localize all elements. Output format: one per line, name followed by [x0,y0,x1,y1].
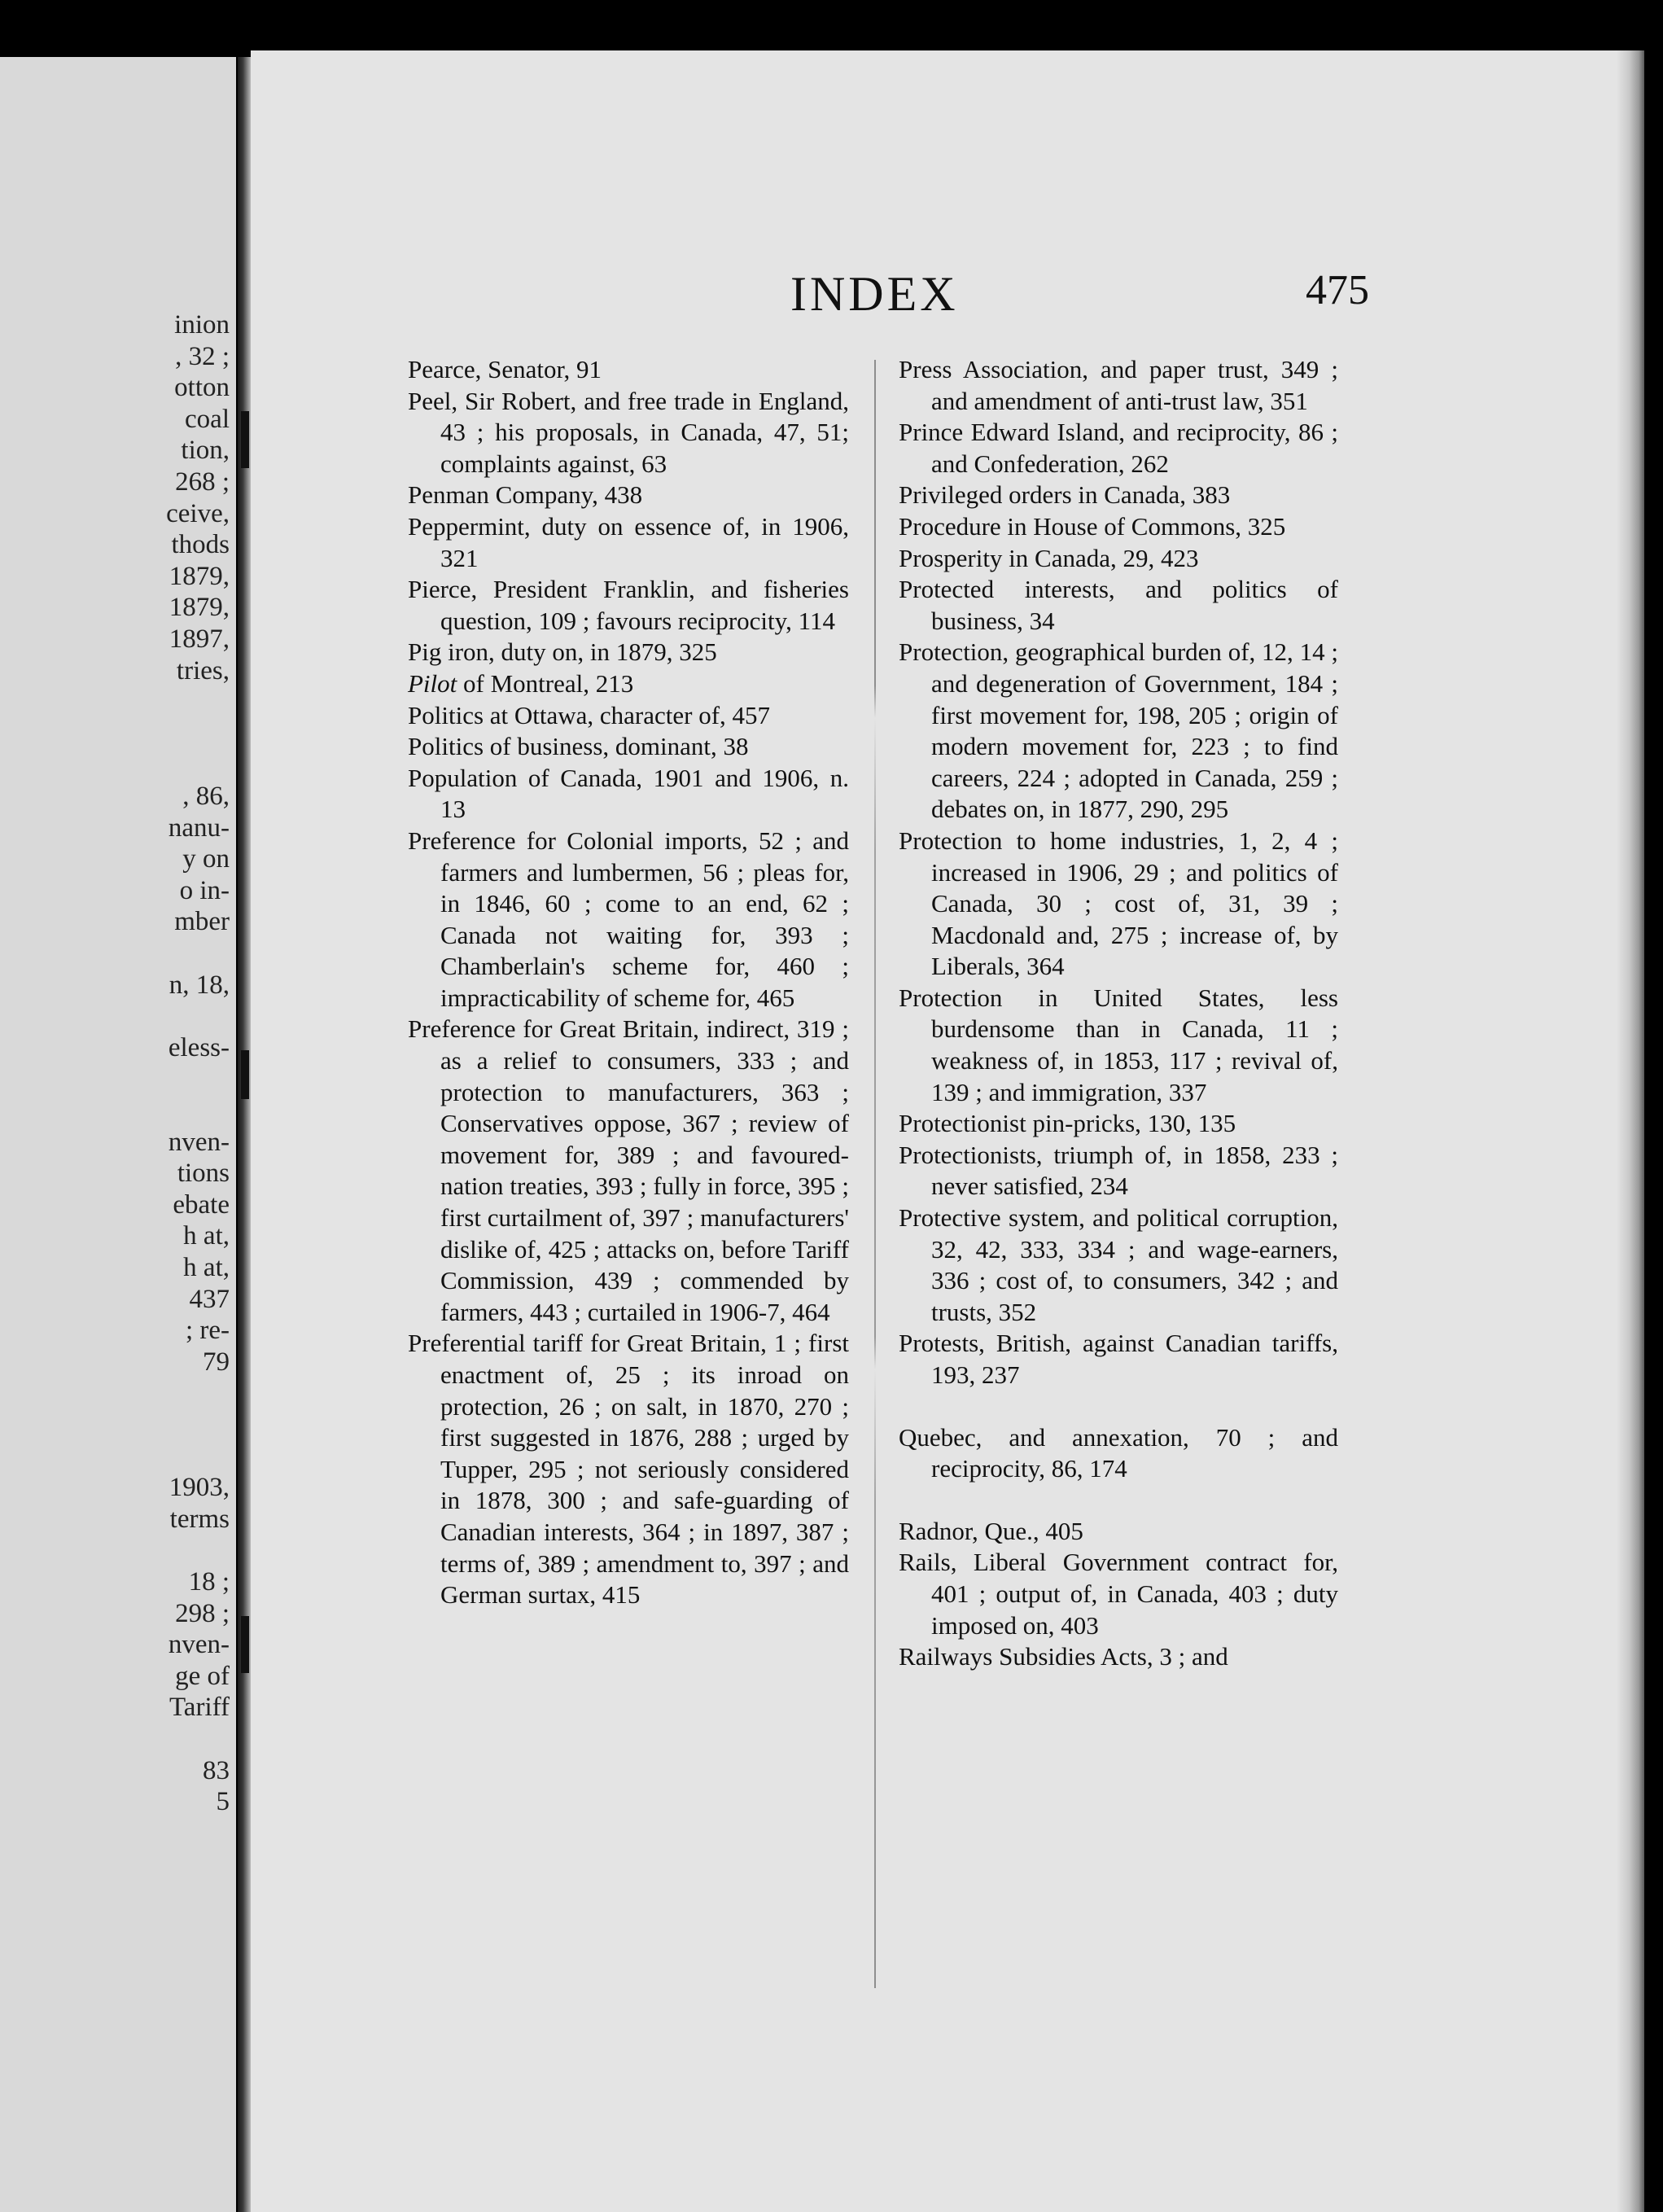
entry-text: Protection in United States, less burdensome than in Canada, 11 ; weakness of, in 1853, 117 ; revival of, 139 ; and immigration, 337 [899,983,1338,1106]
column-divider [874,360,876,1988]
entry-text: Politics at Ottawa, character of, 457 [408,700,771,729]
facing-page-line: 1879, [168,593,230,623]
index-entry [899,1328,1338,1391]
entry-text: Peppermint, duty on essence of, in 1906, 321 [408,511,849,572]
facing-page-line: nven- [168,1630,230,1660]
entry-text: Radnor, Que., 405 [899,1516,1083,1545]
index-entry [408,637,849,668]
facing-page-line: ; re- [185,1316,230,1346]
facing-page-line: , 32 ; [175,341,230,371]
facing-page-line: nven- [168,1127,230,1157]
page-title: INDEX [790,267,959,321]
spine-stitch [241,411,249,468]
book-spine [238,57,251,2212]
facing-page-line: 1897, [168,624,230,654]
entry-text: Penman Company, 438 [408,480,643,510]
index-page [251,50,1644,2212]
facing-page-line: 79 [203,1347,230,1377]
entry-text: Protection, geographical burden of, 12, 14 ; and degeneration of Government, 184 ; first movement for, 198, 205 ; origin of modern movement for, 223 ; to find careers, 224 ; adopted in Canada, 259 ; debates on, in 1877, 290, 295 [899,637,1338,824]
running-head [251,266,1644,325]
index-entry [408,1328,849,1610]
index-entry [899,354,1338,417]
index-column-left [408,354,849,1611]
index-entry [899,1140,1338,1202]
facing-page-line: n, 18, [168,970,230,1000]
facing-page-line: mber [174,907,230,937]
index-entry [899,417,1338,480]
facing-page-line: ge of [175,1661,230,1691]
facing-page-line: o in- [179,875,230,905]
facing-page-line: y on [182,844,230,874]
entry-text: Peel, Sir Robert, and free trade in England, 43 ; his proposals, in Canada, 47, 51; complaints against, 63 [408,386,849,478]
entry-text: Protected interests, and politics of business, 34 [899,575,1338,635]
entry-text: Prince Edward Island, and reciprocity, 86 ; and Confederation, 262 [899,418,1338,478]
page-number: 475 [1306,267,1369,313]
facing-page-line: 1879, [168,561,230,591]
facing-page-line: tions [177,1159,230,1189]
index-entry [408,354,849,386]
facing-page-line: inion [174,310,230,339]
facing-page-line: ebate [173,1189,230,1220]
facing-page-line: coal [185,404,230,434]
entry-text: Press Association, and paper trust, 349 ; and amendment of anti-trust law, 351 [899,355,1338,415]
index-entry [899,574,1338,637]
entry-text: Procedure in House of Commons, 325 [899,511,1286,541]
entry-text: Politics of business, dominant, 38 [408,732,749,761]
facing-page-fragment [0,57,236,2212]
facing-page-line: otton [174,373,230,403]
entry-text: Rails, Liberal Government contract for, 401 ; output of, in Canada, 403 ; duty imposed on, 403 [899,1548,1338,1640]
facing-page-line: eless- [168,1032,230,1062]
index-entry [899,1202,1338,1328]
index-entry [408,731,849,763]
facing-page-line: 437 [189,1284,230,1314]
spine-stitch [241,1616,249,1673]
index-entry [899,1422,1338,1485]
facing-page-line: nanu- [168,813,230,843]
entry-text: Protectionist pin-pricks, 130, 135 [899,1109,1236,1138]
entry-text: Pearce, Senator, 91 [408,355,602,383]
index-entry [408,386,849,480]
index-entry [408,763,849,826]
index-entry [899,637,1338,826]
facing-page-line: 1903, [168,1473,230,1503]
index-entry [408,700,849,732]
facing-page-line: h at, [183,1221,230,1251]
entry-text: Protectionists, triumph of, in 1858, 233 ; never satisfied, 234 [899,1140,1338,1201]
index-column-right [899,354,1338,1673]
facing-page-line: terms [169,1504,230,1534]
entry-text: Preference for Great Britain, indirect, 319 ; as a relief to consumers, 333 ; and protection to manufacturers, 363 ; Conservatives oppose, 367 ; review of movement for, 389 ; and favoured-nation treaties, 393 ; fully in force, 395 ; first curtailment of, 397 ; manufacturers' dislike of, 425 ; attacks on, before Tariff Commission, 439 ; commended by farmers, 443 ; curtailed in 1906-7, 464 [408,1014,849,1326]
entry-text: Preference for Colonial imports, 52 ; and farmers and lumbermen, 56 ; pleas for, in 1846, 60 ; come to an end, 62 ; Canada not waiting for, 393 ; Chamberlain's scheme for, 460 ; impracticability of scheme for, 465 [408,826,849,1012]
entry-text: Protection to home industries, 1, 2, 4 ; increased in 1906, 29 ; and politics of Canada, 30 ; cost of, 31, 39 ; Macdonald and, 275 ; increase of, by Liberals, 364 [899,826,1338,981]
facing-page-line: , 86, [182,782,230,811]
facing-page-line: 18 ; [188,1567,230,1597]
index-entry [899,1108,1338,1140]
facing-page-line: tries, [176,655,230,686]
facing-page-line: 268 ; [175,467,230,497]
index-entry [408,574,849,637]
index-entry [899,1516,1338,1548]
index-entry [899,1641,1338,1673]
index-entry [408,511,849,574]
entry-text: Protests, British, against Canadian tariffs, 193, 237 [899,1329,1338,1389]
index-entry [899,480,1338,511]
facing-page-line: ceive, [166,498,230,528]
facing-page-line: tion, [181,436,230,466]
entry-italic-term: Pilot [408,668,457,698]
entry-text: Pierce, President Franklin, and fisheries question, 109 ; favours reciprocity, 114 [408,575,849,635]
index-entry [899,511,1338,543]
index-entry [408,826,849,1014]
entry-text: of Montreal, 213 [457,668,634,698]
index-entry [899,983,1338,1108]
index-entry [899,543,1338,575]
facing-page-line: Tariff [168,1693,230,1723]
entry-text: Protective system, and political corruption, 32, 42, 333, 334 ; and wage-earners, 336 ; cost of, to consumers, 342 ; and trusts, 352 [899,1203,1338,1326]
entry-text: Population of Canada, 1901 and 1906, n. 13 [408,763,849,824]
index-entry [899,1547,1338,1641]
index-entry [408,480,849,511]
facing-page-line: h at, [183,1253,230,1282]
index-entry [408,668,849,700]
facing-page-line: 83 [203,1755,230,1785]
spine-stitch [241,1050,249,1099]
entry-text: Prosperity in Canada, 29, 423 [899,543,1199,572]
entry-text: Preferential tariff for Great Britain, 1 ; first enactment of, 25 ; its inroad on protection, 26 ; on salt, in 1870, 270 ; first suggested in 1876, 288 ; urged by Tupper, 295 ; not seriously considered in 1878, 300 ; and safe-guarding of Canadian interests, 364 ; in 1897, 387 ; terms of, 389 ; amendment to, 397 ; and German surtax, 415 [408,1329,849,1610]
facing-page-line: 5 [216,1787,230,1817]
facing-page-line: thods [171,530,230,560]
facing-page-line: 298 ; [175,1598,230,1628]
page-edge [1617,50,1644,2212]
index-entry [899,826,1338,983]
entry-text: Pig iron, duty on, in 1879, 325 [408,637,717,667]
entry-text: Privileged orders in Canada, 383 [899,480,1231,510]
index-entry [408,1014,849,1328]
entry-text: Railways Subsidies Acts, 3 ; and [899,1642,1228,1671]
entry-text: Quebec, and annexation, 70 ; and reciprocity, 86, 174 [899,1422,1338,1483]
